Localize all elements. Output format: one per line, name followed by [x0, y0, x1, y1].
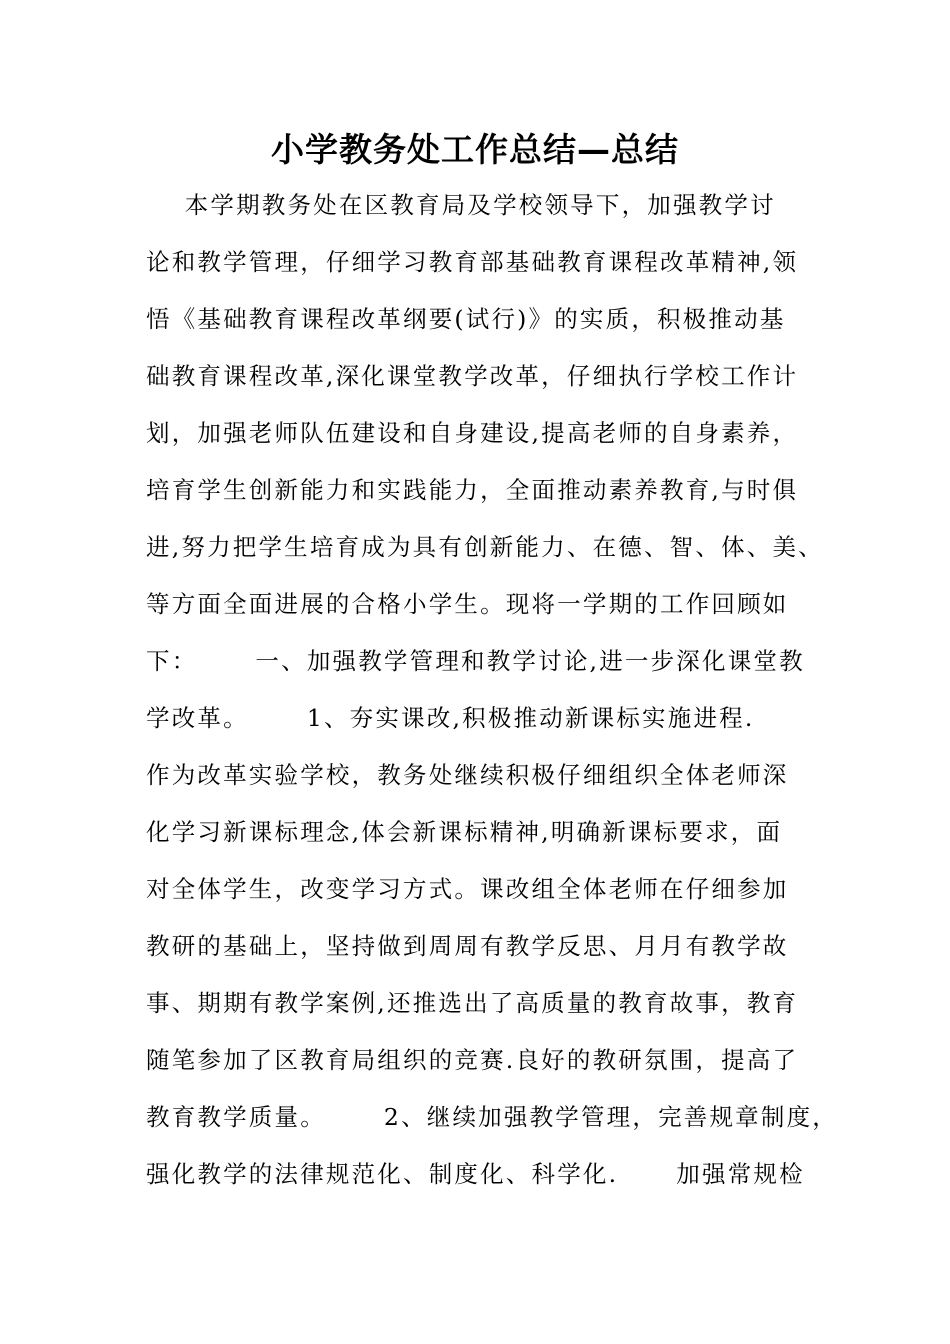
paragraph-line: 教研的基础上，坚持做到周周有教学反思、月月有教学故 — [146, 932, 789, 960]
paragraph-line: 对全体学生，改变学习方式。课改组全体老师在仔细参加 — [146, 875, 789, 903]
paragraph-line: 下： 一、加强教学管理和教学讨论,进一步深化课堂教 — [146, 647, 805, 675]
paragraph-line: 划，加强老师队伍建设和自身建设,提高老师的自身素养， — [146, 419, 799, 447]
paragraph-line: 随笔参加了区教育局组织的竞赛.良好的教研氛围，提高了 — [146, 1046, 799, 1074]
paragraph-line: 论和教学管理，仔细学习教育部基础教育课程改革精神,领 — [146, 248, 799, 276]
paragraph-line: 事、期期有教学案例,还推选出了高质量的教育故事，教育 — [146, 989, 799, 1017]
paragraph-line: 化学习新课标理念,体会新课标精神,明确新课标要求，面 — [146, 818, 783, 846]
paragraph-line: 悟《基础教育课程改革纲要(试行)》的实质，积极推动基 — [146, 305, 786, 333]
paragraph-line: 培育学生创新能力和实践能力，全面推动素养教育,与时俱 — [146, 476, 799, 504]
paragraph-line: 作为改革实验学校，教务处继续积极仔细组织全体老师深 — [146, 761, 789, 789]
paragraph-line: 强化教学的法律规范化、制度化、科学化. 加强常规检 — [146, 1160, 805, 1188]
paragraph-line: 础教育课程改革,深化课堂教学改革，仔细执行学校工作计 — [146, 362, 799, 390]
paragraph-line: 教育教学质量。 2、继续加强教学管理，完善规章制度， — [146, 1103, 838, 1131]
paragraph-line: 学改革。 1、夯实课改,积极推动新课标实施进程. — [146, 704, 755, 732]
paragraph-line: 本学期教务处在区教育局及学校领导下，加强教学讨 — [146, 191, 776, 219]
document-title: 小学教务处工作总结—总结 — [271, 130, 679, 169]
paragraph-line: 进,努力把学生培育成为具有创新能力、在德、智、体、美、 — [146, 533, 824, 561]
paragraph-line: 等方面全面进展的合格小学生。现将一学期的工作回顾如 — [146, 590, 789, 618]
